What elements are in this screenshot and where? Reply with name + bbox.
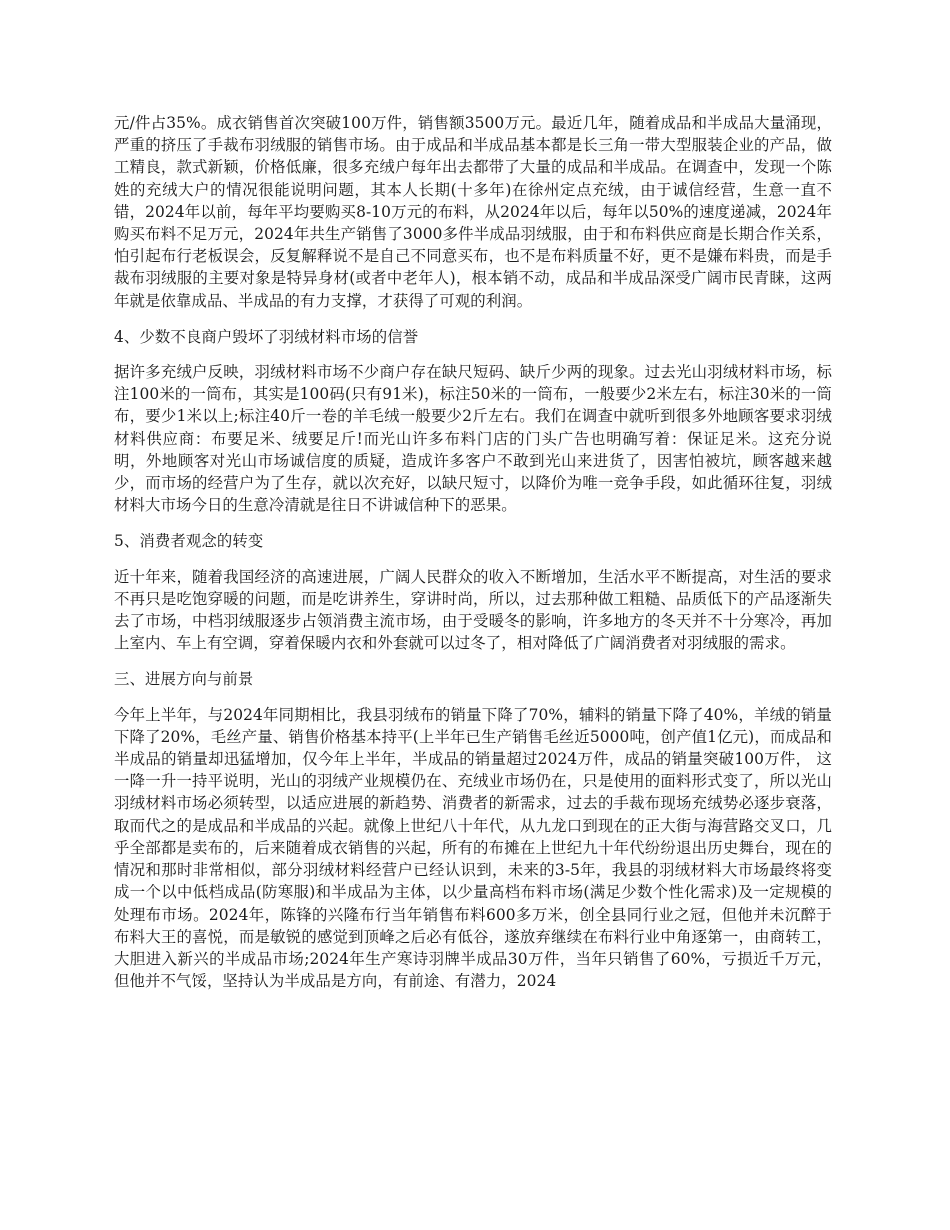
paragraph-consumer-change: 近十年来，随着我国经济的高速进展，广阔人民群众的收入不断增加，生活水平不断提高，对生活的要求不再只是吃饱穿暖的问题，而是吃讲养生，穿讲时尚，所以，过去那种做工粗糙、品质低下的产品逐渐失去了市场，中档羽绒服逐步占领消费主流市场，由于受暖冬的影响，许多地方的冬天并不十分寒冷，再加上室内、车上有空调，穿着保暖内衣和外套就可以过冬了，相对降低了广阔消费者对羽绒服的需求。 <box>114 567 832 653</box>
document-page <box>114 112 832 992</box>
paragraph-market-credibility: 据许多充绒户反映，羽绒材料市场不少商户存在缺尺短码、缺斤少两的现象。过去光山羽绒材料市场，标注100米的一筒布，其实是100码(只有91米)，标注50米的一筒布，一般要少2米左右，标注30米的一筒布，要少1米以上;标注40斤一卷的羊毛绒一般要少2斤左右。我们在调查中就听到很多外地顾客要求羽绒材料供应商：布要足米、绒要足斤!而光山许多布料门店的门头广告也明确写着：保证足米。这充分说明，外地顾客对光山市场诚信度的质疑，造成许多客户不敢到光山来进货了，因害怕被坑，顾客越来越少，而市场的经营户为了生存，就以次充好，以缺尺短寸，以降价为唯一竞争手段，如此循环往复，羽绒材料大市场今日的生意冷清就是往日不讲诚信种下的恶果。 <box>114 363 832 515</box>
paragraph-garment-sales: 元/件占35%。成衣销售首次突破100万件，销售额3500万元。最近几年，随着成品和半成品大量涌现，严重的挤压了手裁布羽绒服的销售市场。由于成品和半成品基本都是长三角一带大型服装企业的产品，做工精良，款式新颖，价格低廉，很多充绒户每年出去都带了大量的成品和半成品。在调查中，发现一个陈姓的充绒大户的情况很能说明问题，其本人长期(十多年)在徐州定点充绒，由于诚信经营，生意一直不错，2024年以前，每年平均要购买8-10万元的布料，从2024年以后，每年以50%的速度递减，2024年购买布料不足万元，2024年共生产销售了3000多件半成品羽绒服，由于和布料供应商是长期合作关系，怕引起布行老板误会，反复解释说不是自己不同意买布，也不是布料质量不好，更不是嫌布料贵，而是手裁布羽绒服的主要对象是特异身材(或者中老年人)，根本销不动，成品和半成品深受广阔市民青睐，这两年就是依靠成品、半成品的有力支撑，才获得了可观的利润。 <box>114 114 832 310</box>
heading-development-direction: 三、进展方向与前景 <box>114 670 254 689</box>
heading-consumer-attitude: 5、消费者观念的转变 <box>114 532 264 551</box>
heading-merchant-reputation: 4、少数不良商户毁坏了羽绒材料市场的信誉 <box>114 327 419 346</box>
paragraph-outlook: 今年上半年，与2024年同期相比，我县羽绒布的销量下降了70%，辅料的销量下降了40%，羊绒的销量下降了20%，毛丝产量、销售价格基本持平(上半年已生产销售毛丝近5000吨，创产值1亿元)，而成品和半成品的销量却迅猛增加，仅今年上半年，半成品的销量超过2024万件，成品的销量突破100万件， 这一降一升一持平说明，光山的羽绒产业规模仍在、充绒业市场仍在，只是使用的面料形式变了，所以光山羽绒材料市场必须转型，以适应进展的新趋势、消费者的新需求，过去的手裁布现场充绒势必逐步衰落，取而代之的是成品和半成品的兴起。就像上世纪八十年代，从九龙口到现在的正大街与海营路交叉口，几乎全部都是卖布的，后来随着成衣销售的兴起，所有的布摊在上世纪九十年代纷纷退出历史舞台，现在的情况和那时非常相似，部分羽绒材料经营户已经认识到，未来的3-5年，我县的羽绒材料大市场最终将变成一个以中低档成品(防寒服)和半成品为主体，以少量高档布料市场(满足少数个性化需求)及一定规模的处理布市场。2024年，陈锋的兴隆布行当年销售布料600多万米，创全县同行业之冠，但他并未沉醉于布料大王的喜悦，而是敏锐的感觉到顶峰之后必有低谷，遂放弃继续在布料行业中角逐第一，由商转工，大胆进入新兴的半成品市场;2024年生产寒诗羽牌半成品30万件，当年只销售了60%，亏损近千万元，但他并不气馁，坚持认为半成品是方向，有前途、有潜力，2024 <box>114 705 832 991</box>
